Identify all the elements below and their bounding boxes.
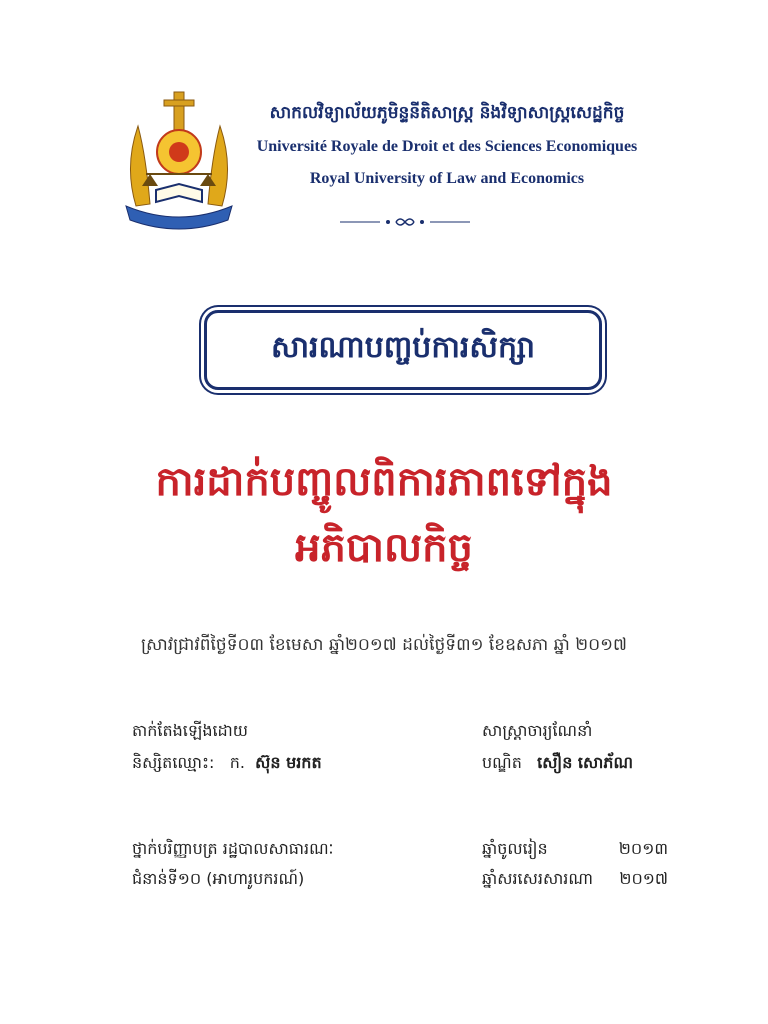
degree-generation: ជំនាន់ទី១០ (អាហារូបករណ៍) xyxy=(132,869,305,888)
advisor-title: បណ្ឌិត xyxy=(482,753,522,772)
advisor-line xyxy=(482,752,633,776)
university-name-english: Royal University of Law and Economics xyxy=(309,170,585,187)
author-label: និស្សិតឈ្មោះ xyxy=(132,753,210,772)
author-line: និស្សិតឈ្មោះ: ក. ស៊ុន មរកត xyxy=(132,753,322,772)
university-name-khmer: សាកលវិទ្យាល័យភូមិន្ទនីតិសាស្ត្រ និងវិទ្យាសាស្ត្រសេដ្ឋកិច្ច xyxy=(269,103,625,123)
author-name: ស៊ុន មរកត xyxy=(255,753,322,772)
research-period: ស្រាវជ្រាវពីថ្ងៃទី០៣ ខែមេសា ឆ្នាំ២០១៧ ដល់ថ្ងៃទី៣១ ខែឧសភា ឆ្នាំ ២០១៧ xyxy=(141,635,627,655)
ornament-divider-icon xyxy=(340,214,470,230)
thesis-year-line xyxy=(482,868,668,892)
document-type-box xyxy=(204,310,602,390)
thesis-topic-line2: អភិបាលកិច្ច xyxy=(295,525,473,571)
university-name-french: Université Royale de Droit et des Sciences Economiques xyxy=(256,138,638,155)
thesis-topic-line1: ការដាក់បញ្ចូលពិការភាពទៅក្នុង xyxy=(155,459,613,505)
thesis-year-label: ឆ្នាំសរសេរសារណា xyxy=(482,869,593,888)
document-type: សារណាបញ្ចប់ការសិក្សា xyxy=(270,330,536,365)
enroll-year-value: ២០១៣ xyxy=(618,839,668,858)
advisor-name: សឿន សោភ័ណ xyxy=(537,753,633,772)
advisor-heading: សាស្ត្រាចារ្យណែនាំ xyxy=(482,721,593,740)
thesis-year-value: ២០១៧ xyxy=(619,869,668,888)
author-prefix: ក. xyxy=(229,753,245,772)
author-heading: តាក់តែងឡើងដោយ xyxy=(132,721,249,740)
enroll-year-line xyxy=(482,838,668,862)
degree-program: ថ្នាក់បរិញ្ញាបត្រ រដ្ឋបាលសាធារណៈ xyxy=(132,839,334,858)
enroll-year-label: ឆ្នាំចូលរៀន xyxy=(482,839,548,858)
